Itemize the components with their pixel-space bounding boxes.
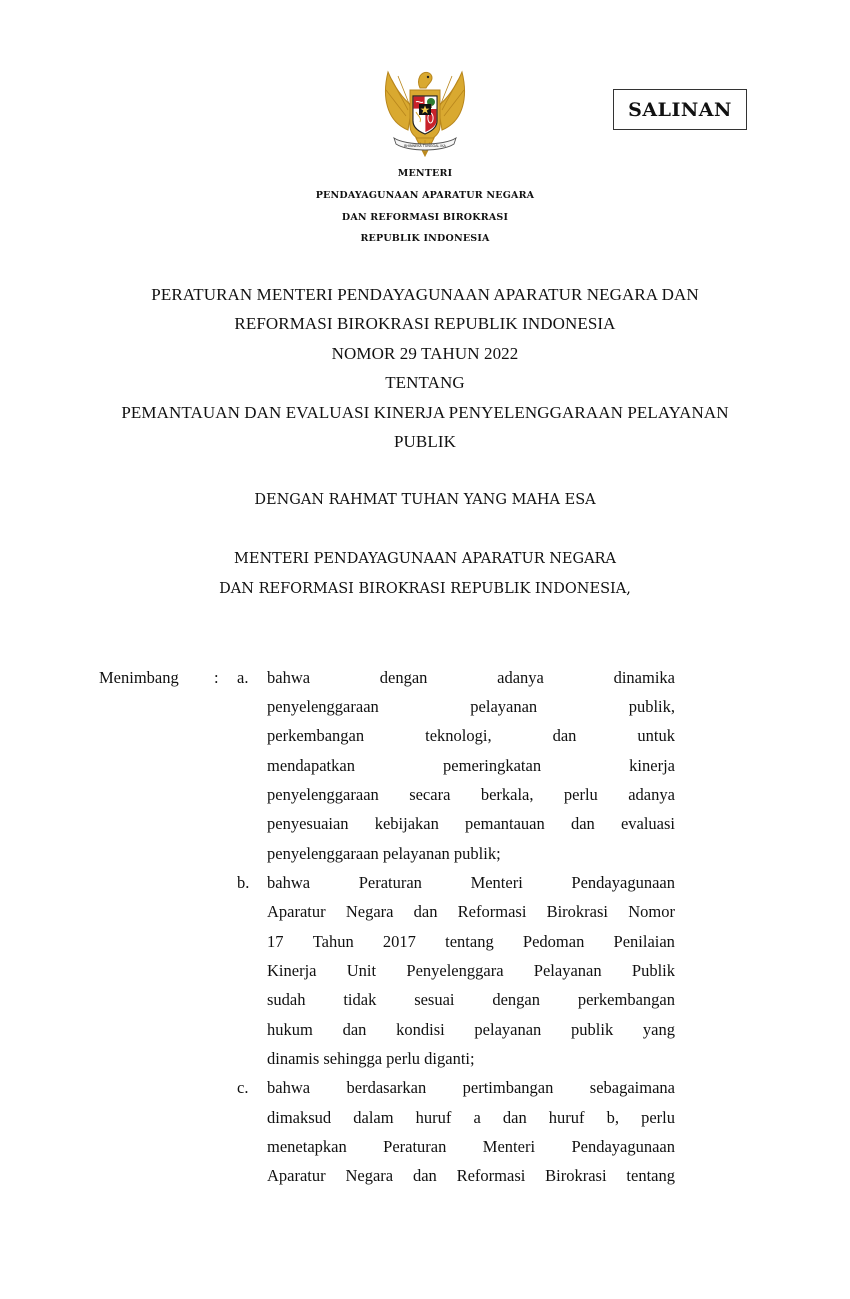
item-b-marker: b. [237, 873, 250, 892]
item-c-line-3: menetapkan Peraturan Menteri Pendayagunaan [267, 1137, 675, 1156]
letterhead-line-1: MENTERI [397, 168, 453, 179]
authority-line-2: DAN REFORMASI BIROKRASI REPUBLIK INDONESIA, [219, 581, 631, 597]
item-b-line-1: bahwa Peraturan Menteri Pendayagunaan [267, 873, 675, 892]
item-a-line-2: penyelenggaraan pelayanan publik, [267, 697, 675, 716]
invocation: DENGAN RAHMAT TUHAN YANG MAHA ESA [254, 492, 596, 508]
item-b-line-2: Aparatur Negara dan Reformasi Birokrasi Nomor [267, 902, 675, 921]
item-b-line-3: 17 Tahun 2017 tentang Pedoman Penilaian [267, 932, 675, 951]
regulation-subject-line-2: PUBLIK [394, 432, 456, 451]
item-a-line-3: perkembangan teknologi, dan untuk [267, 726, 675, 745]
regulation-number: NOMOR 29 TAHUN 2022 [331, 344, 519, 363]
garuda-emblem-icon [380, 66, 470, 162]
considering-separator: : [214, 668, 219, 687]
regulation-subject-line-1: PEMANTAUAN DAN EVALUASI KINERJA PENYELENGGARAAN PELAYANAN [121, 403, 729, 422]
item-c-marker: c. [237, 1078, 249, 1097]
salinan-stamp [613, 89, 747, 130]
letterhead-line-4: REPUBLIK INDONESIA [360, 233, 490, 244]
authority-line-1: MENTERI PENDAYAGUNAAN APARATUR NEGARA [234, 551, 616, 567]
item-a-line-5: penyelenggaraan secara berkala, perlu adanya [267, 785, 675, 804]
regulation-title-line-2: REFORMASI BIROKRASI REPUBLIK INDONESIA [234, 314, 616, 333]
item-c-line-1: bahwa berdasarkan pertimbangan sebagaimana [267, 1078, 675, 1097]
letterhead-line-2: PENDAYAGUNAAN APARATUR NEGARA [315, 190, 535, 201]
item-b-line-6: hukum dan kondisi pelayanan publik yang [267, 1020, 675, 1039]
letterhead-line-3: DAN REFORMASI BIROKRASI [341, 212, 509, 223]
item-a-line-4: mendapatkan pemeringkatan kinerja [267, 756, 675, 775]
considering-label: Menimbang [99, 668, 179, 687]
item-c-line-2: dimaksud dalam huruf a dan huruf b, perlu [267, 1108, 675, 1127]
item-b-line-5: sudah tidak sesuai dengan perkembangan [267, 990, 675, 1009]
item-c-line-4: Aparatur Negara dan Reformasi Birokrasi tentang [267, 1166, 675, 1185]
item-b-line-4: Kinerja Unit Penyelenggara Pelayanan Publik [267, 961, 675, 980]
item-a-marker: a. [237, 668, 249, 687]
item-a-line-6: penyesuaian kebijakan pemantauan dan evaluasi [267, 814, 675, 833]
item-a-line-1: bahwa dengan adanya dinamika [267, 668, 675, 687]
salinan-label: SALINAN [628, 98, 732, 121]
svg-text:BHINNEKA TUNGGAL IKA: BHINNEKA TUNGGAL IKA [404, 144, 446, 148]
item-a-line-7: penyelenggaraan pelayanan publik; [267, 844, 501, 863]
item-b-line-7: dinamis sehingga perlu diganti; [267, 1049, 475, 1068]
regulation-title-line-1: PERATURAN MENTERI PENDAYAGUNAAN APARATUR NEGARA DAN [151, 285, 699, 304]
regulation-about: TENTANG [385, 373, 465, 392]
